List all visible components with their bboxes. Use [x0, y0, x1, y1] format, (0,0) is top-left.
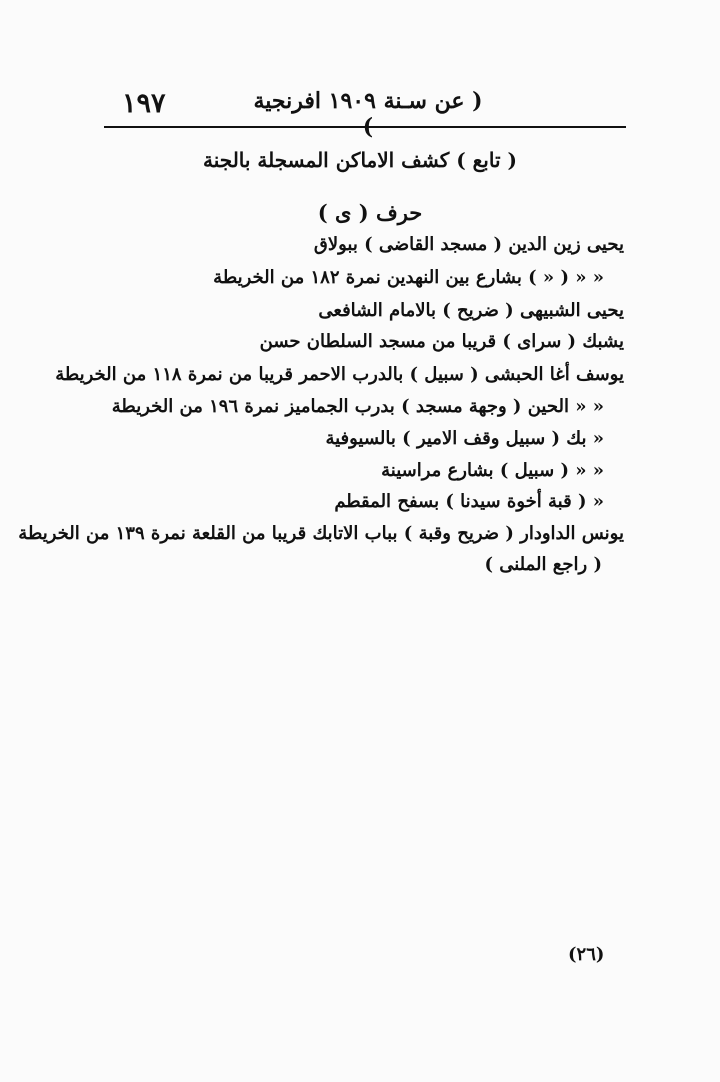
- running-title: ( عن سـنة ١٩٠٩ افرنجية ): [253, 88, 483, 140]
- entry-line: « « ( « ) بشارع بين النهدين نمرة ١٨٢ من الخريطة: [213, 267, 604, 288]
- entry-line: يحيى الشبيهى ( ضريح ) بالامام الشافعى: [318, 300, 624, 321]
- entry-line: « « الحين ( وجهة مسجد ) بدرب الجماميز نمرة ١٩٦ من الخريطة: [111, 396, 604, 417]
- page-number: ١٩٧: [122, 88, 166, 119]
- entry-line: ( راجع الملنى ): [484, 554, 602, 575]
- page-subtitle: ( تابع ) كشف الاماكن المسجلة بالجنة: [203, 148, 517, 172]
- entry-line: « بك ( سبيل وقف الامير ) بالسيوفية: [325, 428, 604, 449]
- entry-line: يشبك ( سراى ) قريبا من مسجد السلطان حسن: [259, 331, 624, 352]
- section-heading: حرف ( ى ): [317, 200, 423, 225]
- entry-line: يحيى زين الدين ( مسجد القاضى ) ببولاق: [313, 234, 624, 255]
- header-rule: [104, 126, 626, 128]
- signature-number: (٢٦): [568, 944, 605, 965]
- entry-line: « « ( سبيل ) بشارع مراسينة: [381, 460, 604, 481]
- entry-line: يوسف أغا الحبشى ( سبيل ) بالدرب الاحمر قريبا من نمرة ١١٨ من الخريطة: [55, 364, 624, 385]
- entry-line: « ( قبة أخوة سيدنا ) بسفح المقطم: [334, 491, 604, 512]
- entry-line: يونس الداودار ( ضريح وقبة ) بباب الاتابك قريبا من القلعة نمرة ١٣٩ من الخريطة: [18, 523, 624, 544]
